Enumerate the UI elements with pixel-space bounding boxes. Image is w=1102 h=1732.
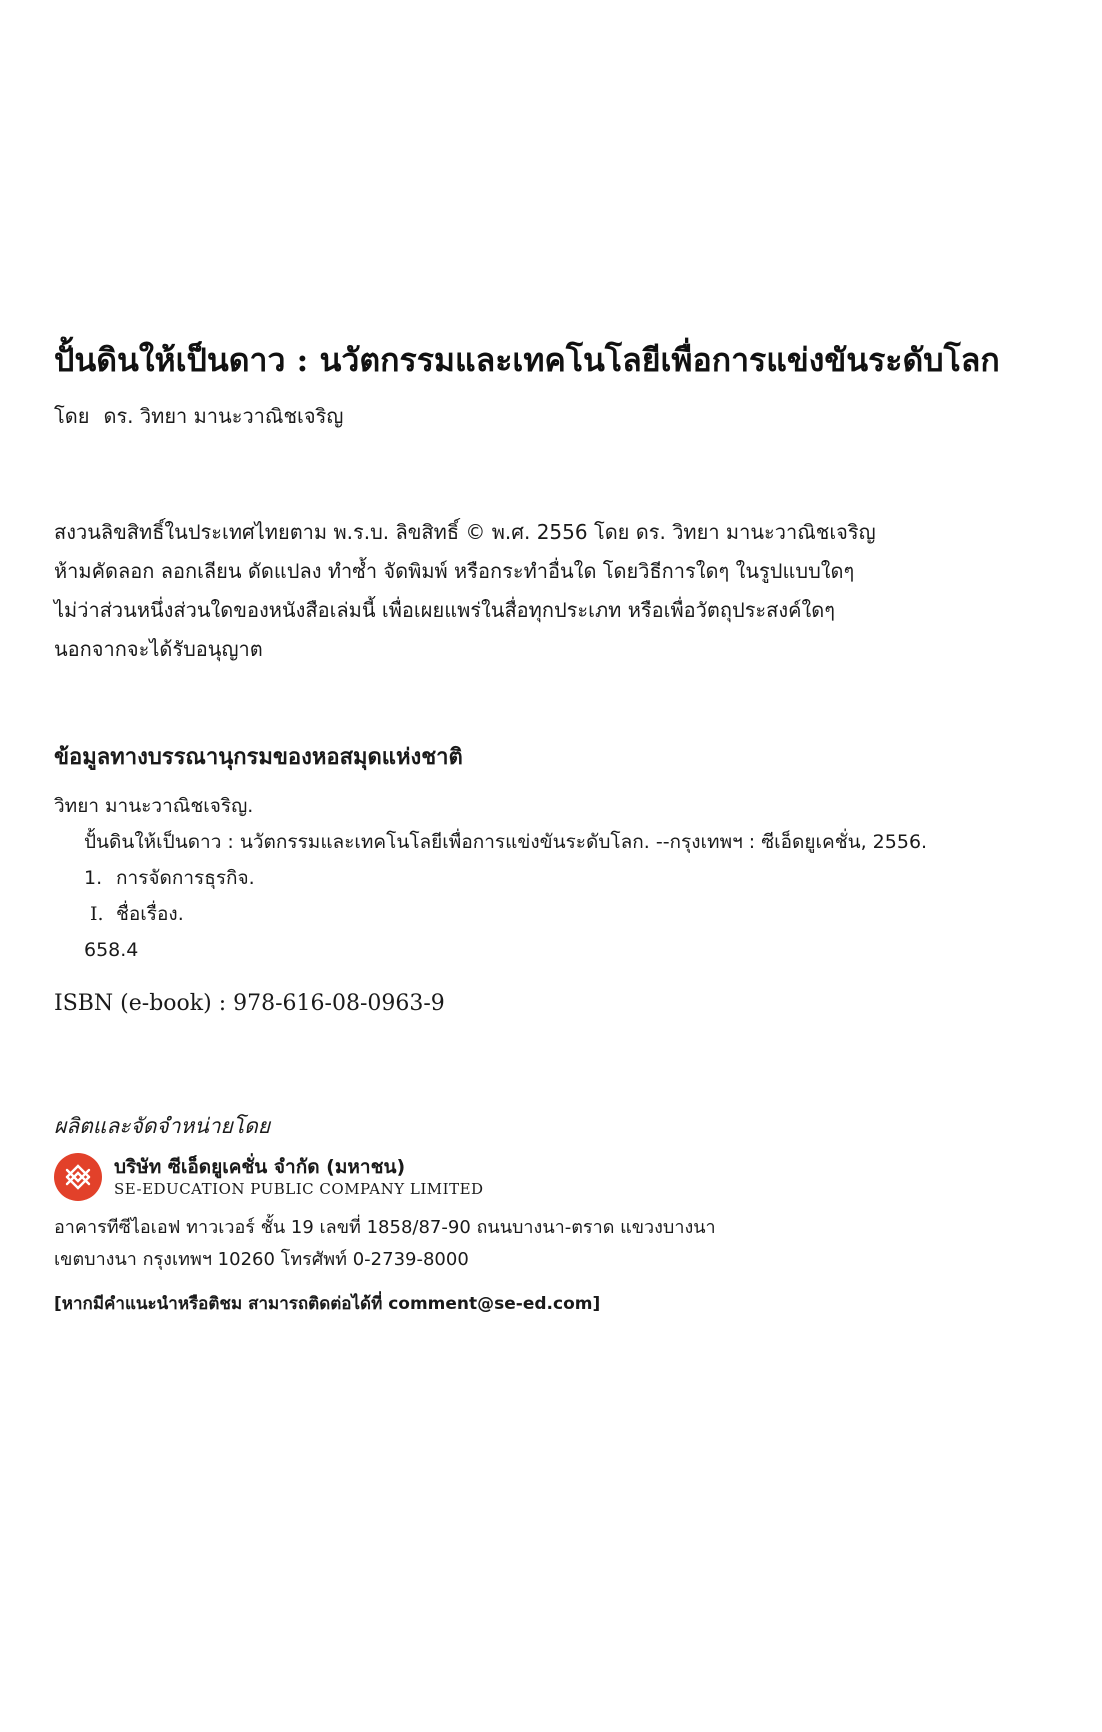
book-title: ปั้นดินให้เป็นดาว : นวัตกรรมและเทคโนโลยีเพื่อการแข่งขันระดับโลก [54, 341, 1000, 379]
cip-title-entry: ปั้นดินให้เป็นดาว : นวัตกรรมและเทคโนโลยีเพื่อการแข่งขันระดับโลก. --กรุงเทพฯ : ซีเอ็ดยูเคชั่น, 2556. [84, 831, 928, 853]
company-names [114, 1155, 484, 1199]
address-line: อาคารทีซีไอเอฟ ทาวเวอร์ ชั้น 19 เลขที่ 1858/87-90 ถนนบางนา-ตราด แขวงบางนา [54, 1217, 716, 1238]
publisher-address [54, 1212, 716, 1276]
byline-prefix: โดย [54, 404, 90, 428]
byline [54, 401, 343, 431]
cip-record [54, 788, 1054, 968]
cip-author-entry: วิทยา มานะวาณิชเจริญ. [54, 795, 254, 817]
copyright-line: นอกจากจะได้รับอนุญาต [54, 637, 263, 661]
cip-classification: 658.4 [84, 939, 139, 961]
author-name: ดร. วิทยา มานะวาณิชเจริญ [103, 404, 344, 428]
cip-subject: การจัดการธุรกิจ. [116, 867, 255, 889]
feedback-contact: [หากมีคำแนะนำหรือติชม สามารถติดต่อได้ที่ comment@se-ed.com] [54, 1294, 601, 1314]
copyright-line: ห้ามคัดลอก ลอกเลียน ดัดแปลง ทำซ้ำ จัดพิมพ์ หรือกระทำอื่นใด โดยวิธีการใดๆ ในรูปแบบใดๆ [54, 559, 855, 583]
producer-label: ผลิตและจัดจำหน่ายโดย [54, 1114, 271, 1138]
cip-title-heading-entry [54, 896, 1054, 932]
cip-title-heading: ชื่อเรื่อง. [116, 903, 184, 925]
address-line: เขตบางนา กรุงเทพฯ 10260 โทรศัพท์ 0-2739-8000 [54, 1249, 469, 1270]
copyright-notice [54, 513, 1054, 669]
cip-heading: ข้อมูลทางบรรณานุกรมของหอสมุดแห่งชาติ [54, 744, 463, 770]
publisher-block [54, 1153, 484, 1201]
company-name-english: SE-EDUCATION PUBLIC COMPANY LIMITED [114, 1180, 484, 1198]
cip-title-number: I. [90, 903, 104, 925]
company-name-thai: บริษัท ซีเอ็ดยูเคชั่น จำกัด (มหาชน) [114, 1156, 406, 1178]
copyright-line: สงวนลิขสิทธิ์ในประเทศไทยตาม พ.ร.บ. ลิขสิทธิ์ © พ.ศ. 2556 โดย ดร. วิทยา มานะวาณิชเจริญ [54, 520, 876, 544]
cip-subject-entry [54, 860, 1054, 896]
cip-subject-number: 1. [84, 867, 103, 889]
copyright-line: ไม่ว่าส่วนหนึ่งส่วนใดของหนังสือเล่มนี้ เพื่อเผยแพร่ในสื่อทุกประเภท หรือเพื่อวัตถุประสงค์ใดๆ [54, 598, 836, 622]
se-ed-logo-icon [54, 1153, 102, 1201]
isbn: ISBN (e-book) : 978-616-08-0963-9 [54, 991, 445, 1016]
